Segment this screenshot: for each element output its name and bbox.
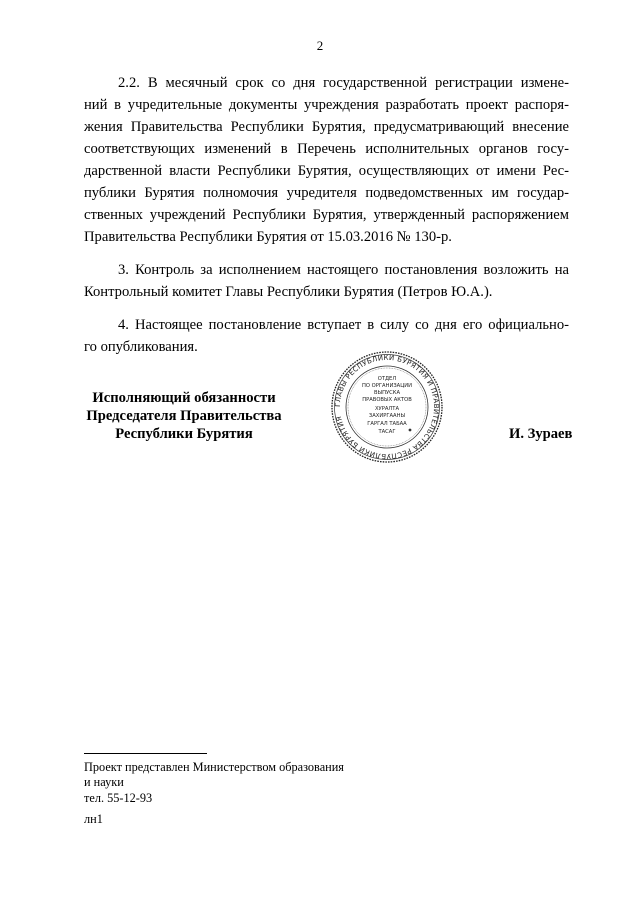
footer-phone: тел. 55-12-93 — [84, 791, 153, 805]
paragraph-line: дарственной власти Республики Бурятия, осуществляющих от имени Рес- — [84, 163, 569, 179]
svg-text:ЗАХИРГААНЫ: ЗАХИРГААНЫ — [368, 413, 406, 419]
paragraph-line: го опубликования. — [84, 339, 198, 355]
page-number: 2 — [316, 38, 324, 53]
paragraph-line: ний в учредительные документы учреждения разработать проект распоря- — [84, 97, 569, 113]
signatory-name: И. Зураев — [509, 426, 573, 442]
paragraph-line: соответствующих изменений в Перечень исполнительных органов госу- — [84, 141, 569, 157]
paragraph-line: 2.2. В месячный срок со дня государственной регистрации измене- — [118, 75, 569, 91]
official-seal-stamp — [330, 350, 444, 464]
footer-line: Проект представлен Министерством образования — [84, 760, 344, 774]
paragraph-line: жения Правительства Республики Бурятия, предусматривающий внесение — [84, 119, 569, 135]
svg-text:ВЫПУСКА: ВЫПУСКА — [373, 390, 401, 396]
svg-text:ПРАВОВЫХ АКТОВ: ПРАВОВЫХ АКТОВ — [362, 397, 412, 403]
paragraph-line: публики Бурятия полномочия учредителя подведомственных им государ- — [84, 185, 569, 201]
paragraph-line: Контрольный комитет Главы Республики Бурятия (Петров Ю.А.). — [84, 284, 493, 300]
paragraph-line: Правительства Республики Бурятия от 15.03.2016 № 130-р. — [84, 229, 452, 245]
svg-text:ГЛАВЫ РЕСПУБЛИКИ БУРЯТИЯ И ПРА: ГЛАВЫ РЕСПУБЛИКИ БУРЯТИЯ И ПРАВИТЕЛЬСТВА РЕСПУБЛИКИ БУРЯТИЯ — [333, 353, 441, 461]
signature-title-line: Исполняющий обязанности — [92, 390, 276, 406]
footer-line: и науки — [84, 775, 124, 789]
signature-title-line: Председателя Правительства — [86, 408, 282, 424]
footnote-rule — [84, 753, 207, 754]
svg-text:ХУРАЛТА: ХУРАЛТА — [374, 406, 400, 412]
signature-title-line: Республики Бурятия — [115, 426, 253, 442]
paragraph-line: 4. Настоящее постановление вступает в силу со дня его официально- — [118, 317, 569, 333]
paragraph-line: 3. Контроль за исполнением настоящего постановления возложить на — [118, 262, 569, 278]
footer-code: лн1 — [84, 812, 103, 826]
paragraph-line: ственных учреждений Республики Бурятия, утвержденный распоряжением — [84, 207, 569, 223]
svg-text:ОТДЕЛ: ОТДЕЛ — [377, 376, 397, 382]
svg-text:ТАСАГ: ТАСАГ — [378, 429, 396, 435]
svg-text:ГАРГАЛ ТАБАА: ГАРГАЛ ТАБАА — [367, 421, 407, 427]
svg-text:ПО ОРГАНИЗАЦИИ: ПО ОРГАНИЗАЦИИ — [361, 383, 413, 389]
